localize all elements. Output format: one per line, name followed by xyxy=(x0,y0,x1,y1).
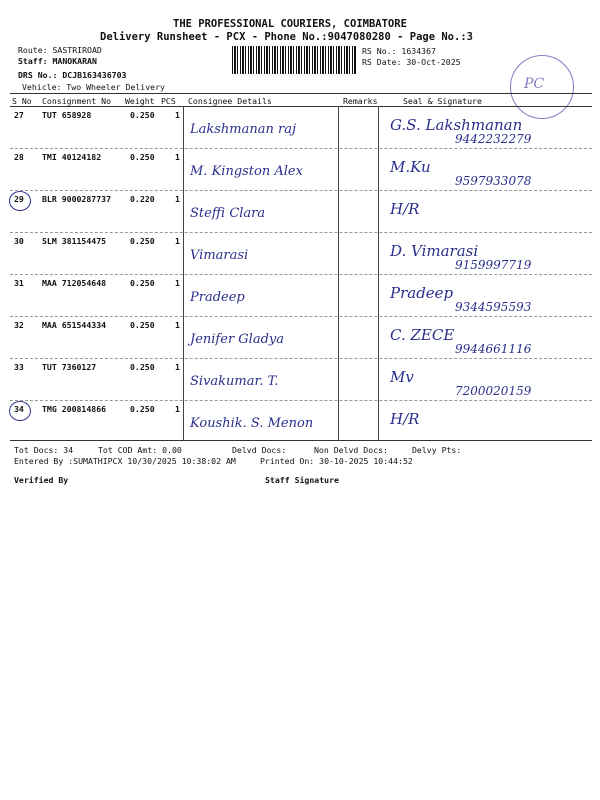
consignee-handwritten: Pradeep xyxy=(190,290,245,305)
runsheet-title: Delivery Runsheet - PCX - Phone No.:9047080280 - Page No.:3 xyxy=(100,31,473,43)
consignment-number: SLM 381154475 xyxy=(42,236,107,246)
pieces: 1 xyxy=(175,110,180,120)
vehicle: Vehicle: Two Wheeler Delivery xyxy=(22,82,165,92)
seal-signature-handwritten: H/R xyxy=(390,410,420,428)
phone-handwritten: 9159997719 xyxy=(455,258,532,272)
seal-signature-handwritten: G.S. Lakshmanan xyxy=(390,116,523,134)
weight: 0.250 xyxy=(130,362,155,372)
phone-handwritten: 9344595593 xyxy=(455,300,532,314)
row-divider xyxy=(10,190,592,191)
row-divider xyxy=(10,274,592,275)
rs-number: RS No.: 1634367 xyxy=(362,46,436,56)
row-divider xyxy=(10,400,592,401)
weight: 0.250 xyxy=(130,404,155,414)
consignment-number: BLR 9000287737 xyxy=(42,194,112,204)
phone-handwritten: 9597933078 xyxy=(455,174,532,188)
consignee-handwritten: Sivakumar. T. xyxy=(190,374,279,389)
row-divider xyxy=(10,232,592,233)
col-divider xyxy=(338,106,339,440)
col-divider xyxy=(183,106,184,440)
seal-signature-handwritten: Mv xyxy=(390,368,414,386)
col-remarks: Remarks xyxy=(343,96,378,106)
consignee-handwritten: Lakshmanan raj xyxy=(190,122,297,137)
col-divider xyxy=(378,106,379,440)
consignment-number: TMG 200814866 xyxy=(42,404,107,414)
total-cod: Tot COD Amt: 0.00 xyxy=(98,445,182,455)
weight: 0.220 xyxy=(130,194,155,204)
consignment-number: TUT 7360127 xyxy=(42,362,97,372)
rs-date: RS Date: 30-Oct-2025 xyxy=(362,57,461,67)
barcode xyxy=(232,46,356,74)
seal-signature-handwritten: H/R xyxy=(390,200,420,218)
delivery-points: Delvy Pts: xyxy=(412,445,462,455)
col-sno: S No xyxy=(12,96,32,106)
delivered-docs: Delvd Docs: xyxy=(232,445,287,455)
row-divider xyxy=(10,316,592,317)
table-header-rule xyxy=(10,106,592,107)
consignment-number: TMI 40124182 xyxy=(42,152,102,162)
pieces: 1 xyxy=(175,236,180,246)
pieces: 1 xyxy=(175,152,180,162)
serial-number: 30 xyxy=(14,236,24,246)
col-pcs: PCS xyxy=(161,96,176,106)
consignment-number: MAA 651544334 xyxy=(42,320,107,330)
entered-by: Entered By :SUMATHIPCX 10/30/2025 10:38:02 AM xyxy=(14,456,236,466)
pieces: 1 xyxy=(175,194,180,204)
consignee-handwritten: Vimarasi xyxy=(190,248,249,263)
row-divider xyxy=(10,148,592,149)
col-consignment: Consignment No xyxy=(42,96,112,106)
seal-signature-handwritten: Pradeep xyxy=(390,284,454,302)
col-seal-signature: Seal & Signature xyxy=(403,96,482,106)
weight: 0.250 xyxy=(130,152,155,162)
serial-number: 31 xyxy=(14,278,24,288)
seal-signature-handwritten: M.Ku xyxy=(390,158,431,176)
weight: 0.250 xyxy=(130,320,155,330)
total-docs: Tot Docs: 34 xyxy=(14,445,74,455)
pieces: 1 xyxy=(175,320,180,330)
weight: 0.250 xyxy=(130,236,155,246)
staff-name: Staff: MANOKARAN xyxy=(18,56,97,66)
consignee-handwritten: Jenifer Gladya xyxy=(190,332,284,347)
row-divider xyxy=(10,358,592,359)
serial-number: 32 xyxy=(14,320,24,330)
weight: 0.250 xyxy=(130,110,155,120)
phone-handwritten: 9442232279 xyxy=(455,132,532,146)
printed-on: Printed On: 30-10-2025 10:44:52 xyxy=(260,456,413,466)
seal-signature-handwritten: C. ZECE xyxy=(390,326,455,344)
consignee-handwritten: Koushik. S. Menon xyxy=(190,416,314,431)
verified-by: Verified By xyxy=(14,475,69,485)
consignee-handwritten: Steffi Clara xyxy=(190,206,266,221)
table-bottom-rule xyxy=(10,440,592,441)
route: Route: SASTRIROAD xyxy=(18,45,102,55)
serial-number: 34 xyxy=(14,404,24,414)
staff-signature: Staff Signature xyxy=(265,475,339,485)
pieces: 1 xyxy=(175,278,180,288)
pieces: 1 xyxy=(175,362,180,372)
pieces: 1 xyxy=(175,404,180,414)
serial-number: 27 xyxy=(14,110,24,120)
phone-handwritten: 7200020159 xyxy=(455,384,532,398)
company-title: THE PROFESSIONAL COURIERS, COIMBATORE xyxy=(173,18,407,30)
seal-signature-handwritten: D. Vimarasi xyxy=(390,242,479,260)
phone-handwritten: 9944661116 xyxy=(455,342,532,356)
serial-number: 28 xyxy=(14,152,24,162)
circled-serial-mark xyxy=(9,401,31,421)
col-weight: Weight xyxy=(125,96,155,106)
consignment-number: MAA 712054648 xyxy=(42,278,107,288)
non-delivered-docs: Non Delvd Docs: xyxy=(314,445,388,455)
consignee-handwritten: M. Kingston Alex xyxy=(190,164,303,179)
drs-number: DRS No.: DCJB163436703 xyxy=(18,70,127,80)
serial-number: 29 xyxy=(14,194,24,204)
serial-number: 33 xyxy=(14,362,24,372)
circled-serial-mark xyxy=(9,191,31,211)
weight: 0.250 xyxy=(130,278,155,288)
stamp-text: PC xyxy=(524,76,545,92)
consignment-number: TUT 658928 xyxy=(42,110,92,120)
table-top-rule xyxy=(10,93,592,94)
col-consignee: Consignee Details xyxy=(188,96,272,106)
